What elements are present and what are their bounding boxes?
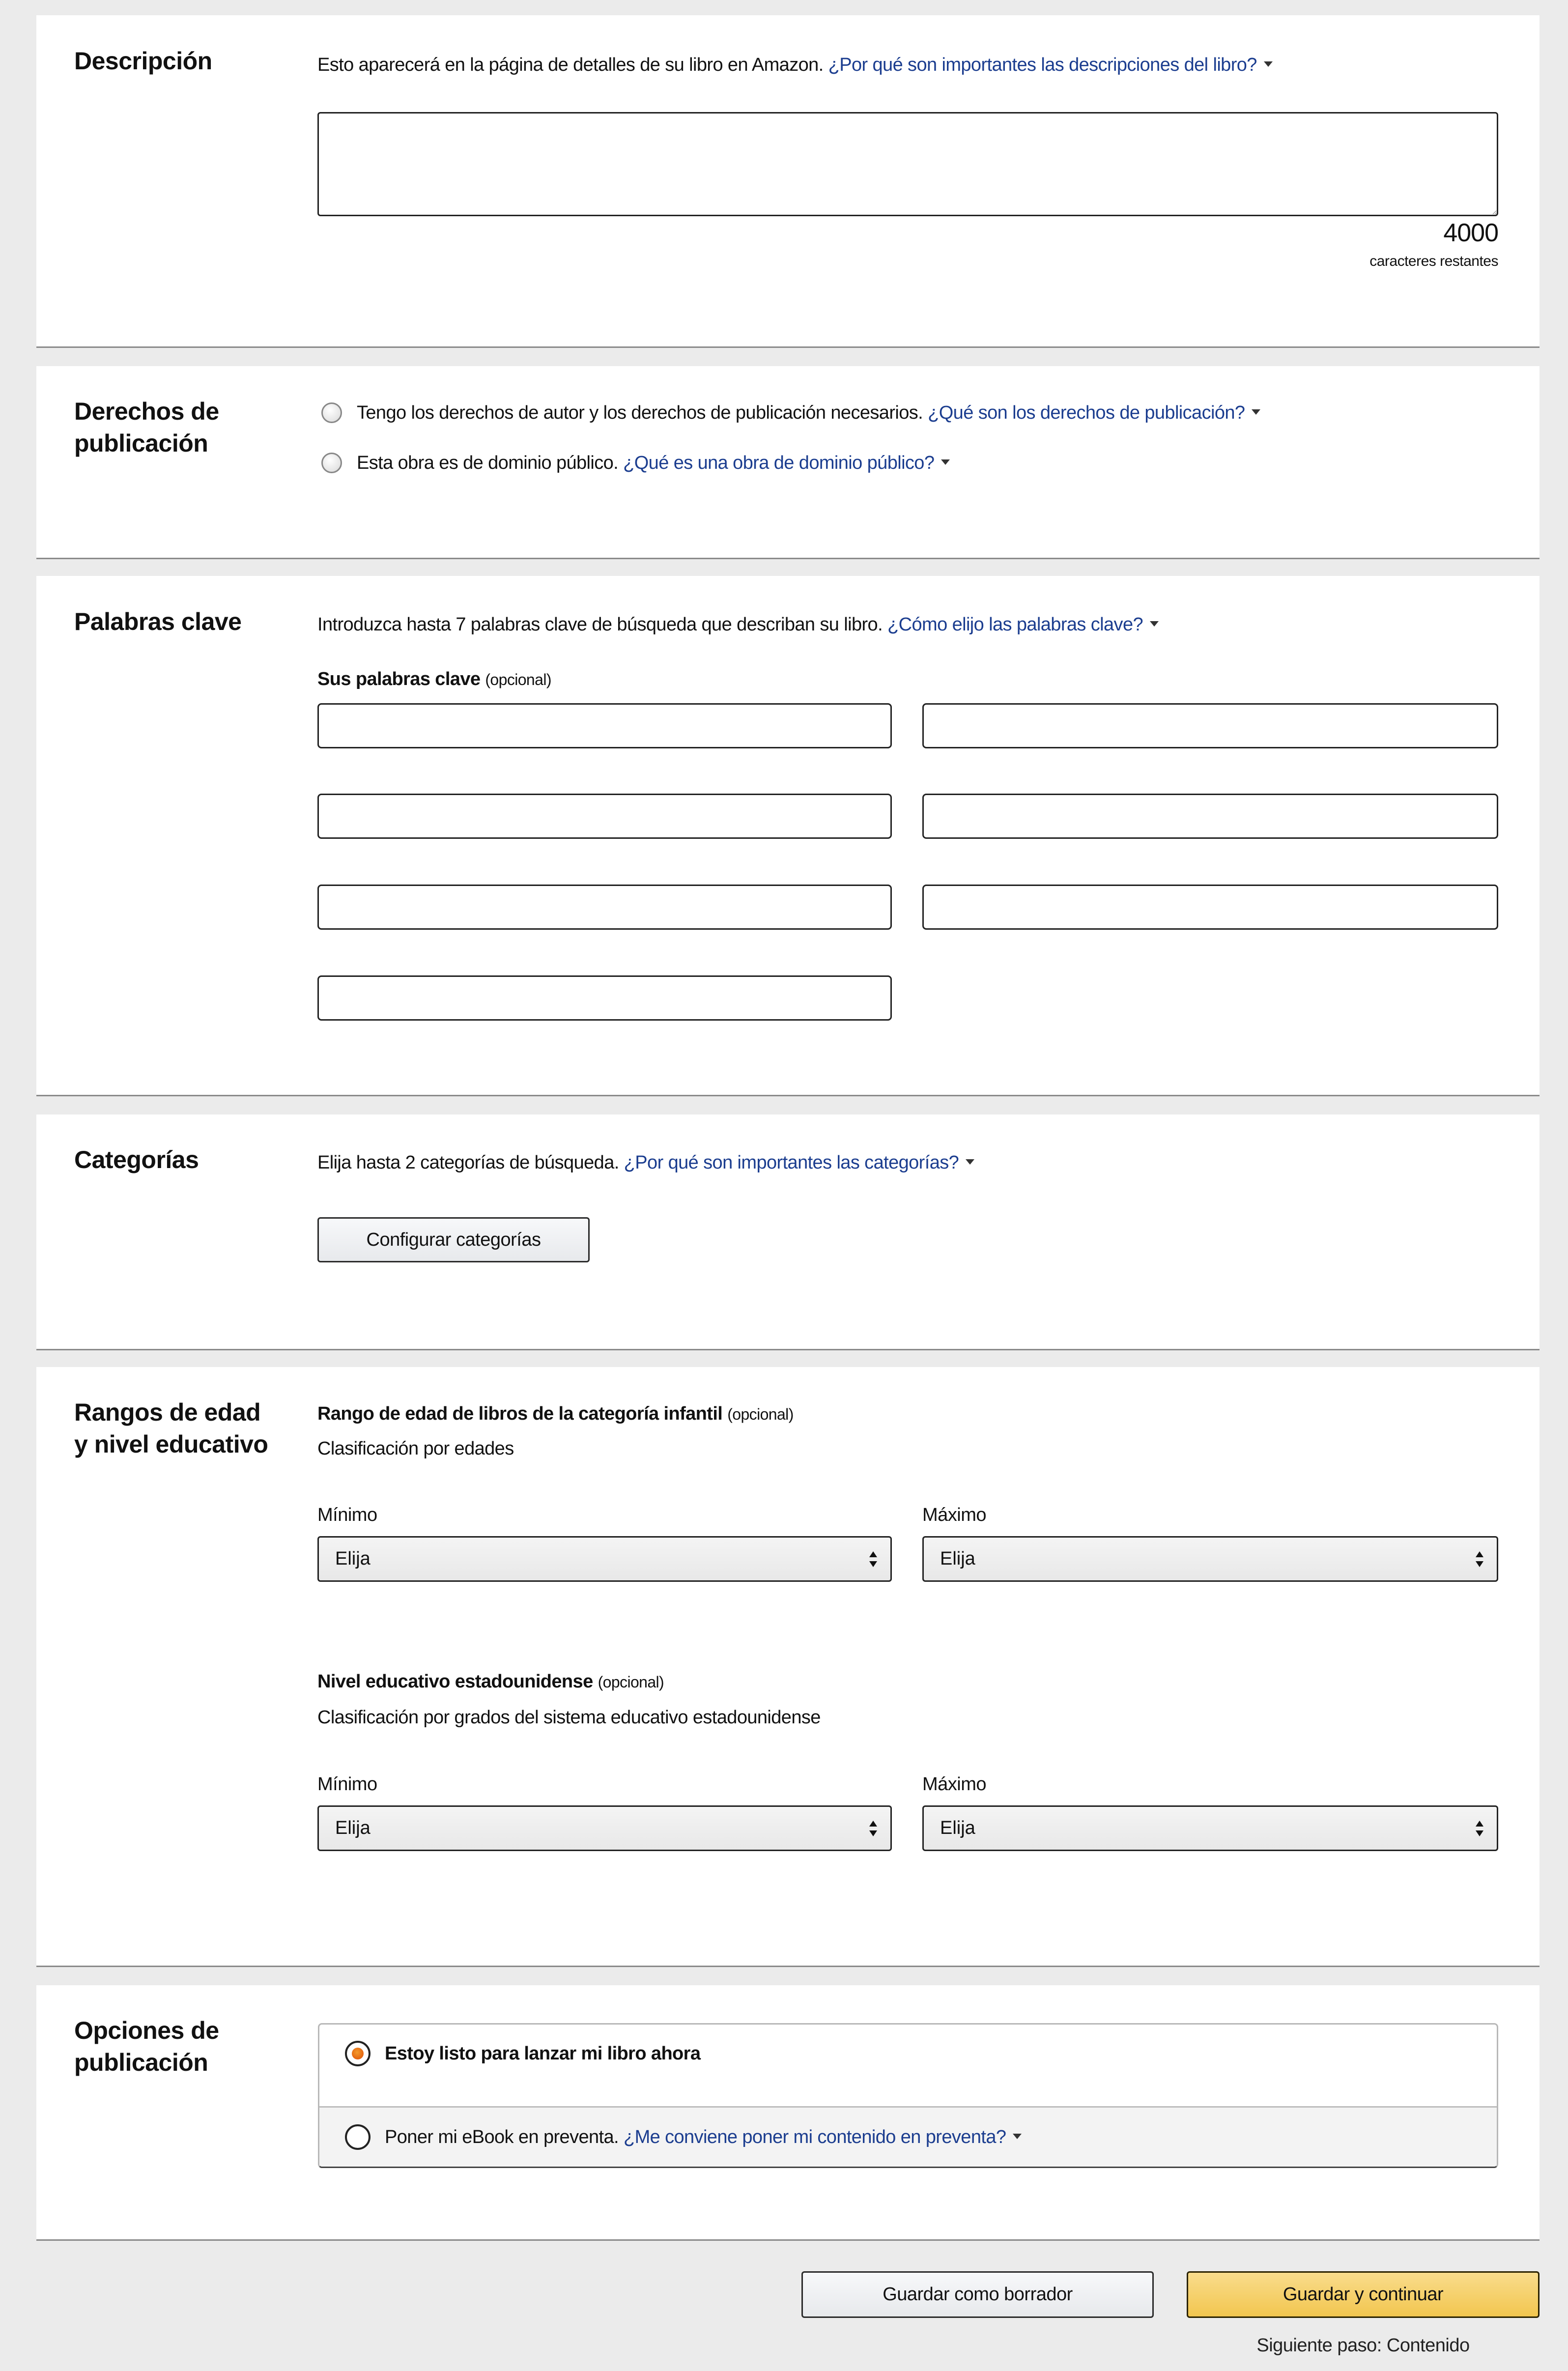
age-range-optional-tag: (opcional) <box>727 1405 794 1423</box>
grade-min-select[interactable] <box>317 1805 892 1851</box>
rights-option-own[interactable] <box>357 401 1260 424</box>
chars-remaining-count: 4000 <box>1443 219 1498 247</box>
save-continue-button[interactable]: Guardar y continuar <box>1187 2271 1539 2318</box>
age-range-heading-text: Rango de edad de libros de la categoría infantil <box>317 1403 723 1424</box>
preorder-option[interactable] <box>385 2126 1022 2148</box>
rights-option-public-domain-help-link[interactable]: ¿Qué es una obra de dominio público? <box>623 453 935 473</box>
rights-option-own-label[interactable]: Tengo los derechos de autor y los derechos de publicación necesarios. <box>357 402 923 423</box>
rights-title-line2: publicación <box>74 429 208 457</box>
keywords-field-label-text: Sus palabras clave <box>317 669 481 689</box>
categories-title: Categorías <box>74 1146 199 1173</box>
keyword-input-4[interactable] <box>922 794 1498 839</box>
keyword-input-7[interactable] <box>317 975 892 1021</box>
rights-title <box>74 396 219 459</box>
keyword-input-3[interactable] <box>317 794 892 839</box>
age-grade-title-line1: Rangos de edad <box>74 1399 261 1426</box>
age-grade-section <box>36 1367 1539 1967</box>
chars-remaining-label: caracteres restantes <box>1369 253 1498 269</box>
preorder-radio[interactable] <box>345 2124 371 2150</box>
select-arrows-icon <box>869 1551 878 1567</box>
next-step-label: Siguiente paso: Contenido <box>1256 2335 1470 2356</box>
keywords-optional-tag: (opcional) <box>485 671 551 688</box>
keywords-help-link[interactable]: ¿Cómo elijo las palabras clave? <box>887 614 1143 635</box>
caret-down-icon[interactable] <box>1013 2134 1022 2139</box>
age-min-select[interactable] <box>317 1536 892 1582</box>
grade-max-select-value: Elija <box>940 1818 975 1838</box>
age-max-select[interactable] <box>922 1536 1498 1582</box>
description-section <box>36 15 1539 348</box>
grade-level-optional-tag: (opcional) <box>598 1673 664 1691</box>
rights-option-own-radio[interactable] <box>321 402 342 423</box>
age-grade-title <box>74 1397 268 1460</box>
description-intro <box>317 54 1273 76</box>
rights-option-public-domain[interactable] <box>357 452 950 474</box>
age-min-label: Mínimo <box>317 1505 377 1525</box>
keyword-input-6[interactable] <box>922 885 1498 930</box>
keyword-input-1[interactable] <box>317 703 892 748</box>
age-max-select-value: Elija <box>940 1548 975 1569</box>
keywords-section <box>36 576 1539 1096</box>
save-draft-button[interactable]: Guardar como borrador <box>801 2271 1154 2318</box>
caret-down-icon[interactable] <box>1150 621 1159 627</box>
grade-level-heading <box>317 1670 664 1693</box>
age-max-label: Máximo <box>922 1505 987 1525</box>
publishing-title-line1: Opciones de <box>74 2017 219 2044</box>
preorder-row[interactable] <box>319 2106 1497 2168</box>
age-range-heading <box>317 1402 794 1426</box>
configure-categories-button[interactable]: Configurar categorías <box>317 1217 590 1262</box>
publish-now-label[interactable]: Estoy listo para lanzar mi libro ahora <box>385 2043 701 2064</box>
categories-section <box>36 1114 1539 1350</box>
categories-help-link[interactable]: ¿Por qué son importantes las categorías? <box>624 1152 959 1173</box>
grade-min-label: Mínimo <box>317 1774 377 1795</box>
rights-title-line1: Derechos de <box>74 398 219 425</box>
rights-option-public-domain-label[interactable]: Esta obra es de dominio público. <box>357 453 619 473</box>
publishing-title-line2: publicación <box>74 2049 208 2076</box>
keyword-input-2[interactable] <box>922 703 1498 748</box>
select-arrows-icon <box>1475 1821 1484 1836</box>
caret-down-icon[interactable] <box>1252 409 1260 415</box>
caret-down-icon[interactable] <box>1264 61 1273 67</box>
rights-option-own-help-link[interactable]: ¿Qué son los derechos de publicación? <box>928 402 1245 423</box>
publishing-section <box>36 1985 1539 2241</box>
keywords-title: Palabras clave <box>74 608 242 635</box>
preorder-label[interactable]: Poner mi eBook en preventa. <box>385 2127 619 2147</box>
keywords-field-label <box>317 668 551 691</box>
select-arrows-icon <box>869 1821 878 1836</box>
grade-max-select[interactable] <box>922 1805 1498 1851</box>
age-min-select-value: Elija <box>335 1548 371 1569</box>
categories-intro <box>317 1151 974 1174</box>
publish-now-radio[interactable] <box>345 2041 371 2066</box>
rights-section <box>36 366 1539 559</box>
description-title: Descripción <box>74 47 212 75</box>
grade-level-subheading: Clasificación por grados del sistema educativo estadounidense <box>317 1707 821 1728</box>
publishing-title <box>74 2015 219 2079</box>
caret-down-icon[interactable] <box>966 1159 974 1165</box>
description-textarea[interactable] <box>317 112 1498 216</box>
age-range-subheading: Clasificación por edades <box>317 1438 514 1459</box>
publishing-options-box <box>318 2023 1498 2168</box>
caret-down-icon[interactable] <box>941 459 950 465</box>
categories-intro-text: Elija hasta 2 categorías de búsqueda. <box>317 1152 619 1173</box>
age-grade-title-line2: y nivel educativo <box>74 1430 268 1458</box>
rights-option-public-domain-radio[interactable] <box>321 453 342 473</box>
keywords-intro <box>317 613 1159 636</box>
keyword-input-5[interactable] <box>317 885 892 930</box>
select-arrows-icon <box>1475 1551 1484 1567</box>
description-help-link[interactable]: ¿Por qué son importantes las descripciones del libro? <box>828 55 1257 75</box>
grade-max-label: Máximo <box>922 1774 987 1795</box>
grade-level-heading-text: Nivel educativo estadounidense <box>317 1671 593 1692</box>
keywords-intro-text: Introduzca hasta 7 palabras clave de búsqueda que describan su libro. <box>317 614 883 635</box>
description-intro-text: Esto aparecerá en la página de detalles de su libro en Amazon. <box>317 55 824 75</box>
grade-min-select-value: Elija <box>335 1818 371 1838</box>
preorder-help-link[interactable]: ¿Me conviene poner mi contenido en preventa? <box>623 2127 1006 2147</box>
